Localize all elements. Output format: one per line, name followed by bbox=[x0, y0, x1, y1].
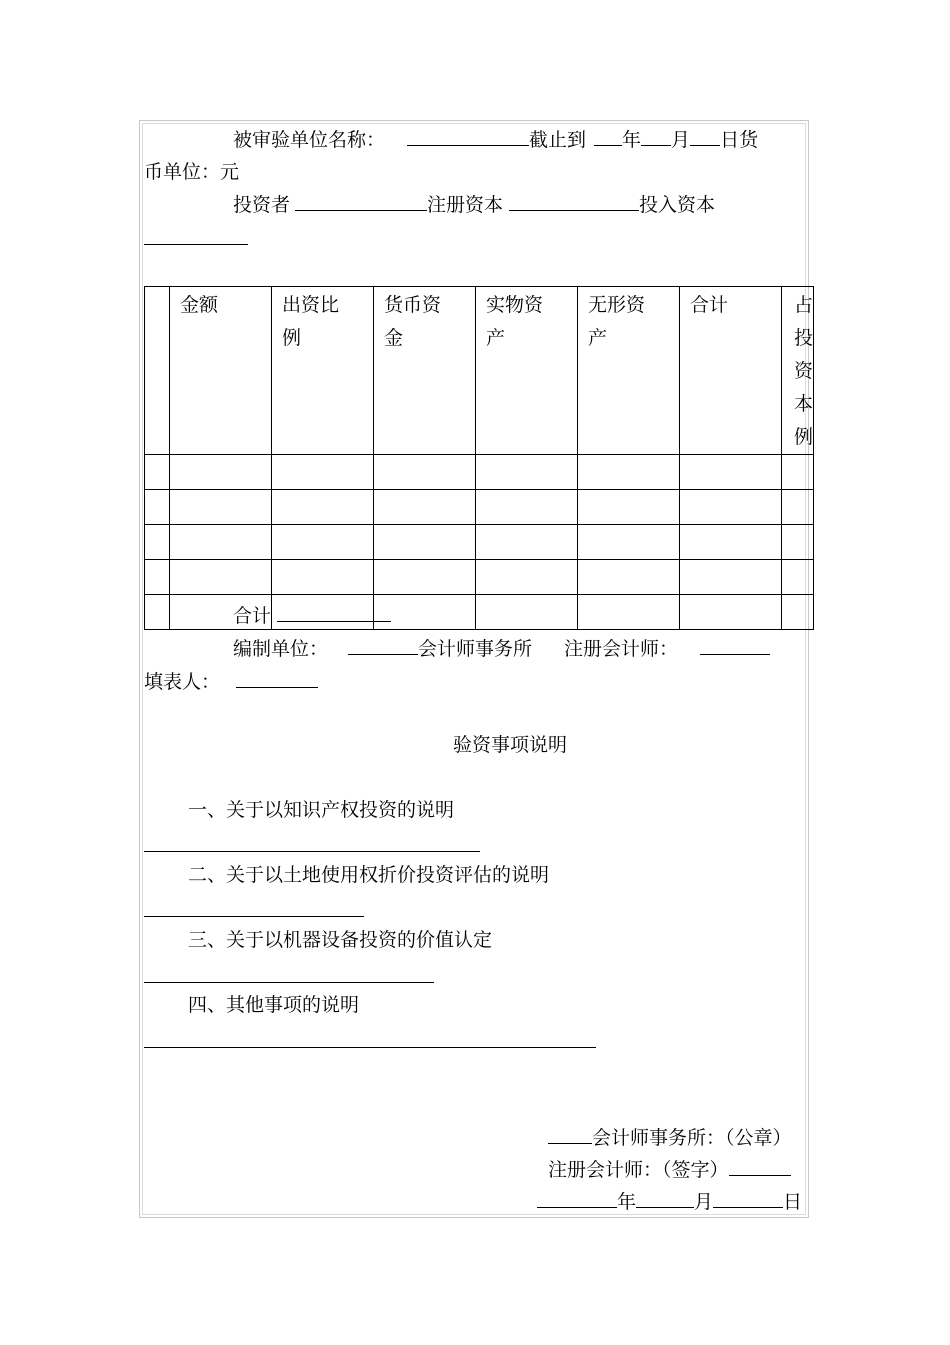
filler-blank[interactable] bbox=[236, 669, 318, 688]
day-currency-label: 日货 bbox=[720, 129, 759, 151]
note-item-2: 二、关于以土地使用权折价投资评估的说明 bbox=[188, 864, 550, 886]
note-1-blank[interactable] bbox=[144, 851, 480, 852]
table-cell[interactable] bbox=[578, 455, 680, 490]
registered-capital-label: 注册资本 bbox=[427, 194, 504, 216]
table-row bbox=[145, 560, 814, 595]
sign-day-label: 日 bbox=[783, 1191, 803, 1213]
signature-cpa-line bbox=[548, 1157, 791, 1182]
header-line-1 bbox=[233, 127, 758, 152]
firm-name-blank[interactable] bbox=[548, 1125, 592, 1144]
header-cell-cash: 货币资 金 bbox=[374, 287, 476, 455]
header-cell-amount: 金额 bbox=[170, 287, 272, 455]
unit-label: 被审验单位名称： bbox=[233, 129, 386, 151]
signature-date-line bbox=[537, 1189, 802, 1214]
investor-label: 投资者 bbox=[233, 194, 291, 216]
invested-capital-label: 投入资本 bbox=[639, 194, 716, 216]
sign-year-label: 年 bbox=[617, 1191, 637, 1213]
sign-year-blank[interactable] bbox=[537, 1189, 617, 1208]
header-cell-intangible: 无形资 产 bbox=[578, 287, 680, 455]
invested-capital-blank[interactable] bbox=[144, 244, 248, 245]
table-cell[interactable] bbox=[374, 490, 476, 525]
table-cell[interactable] bbox=[782, 595, 814, 630]
cutoff-label: 截止到 bbox=[529, 129, 587, 151]
firm-seal-label: 会计师事务所：（公章） bbox=[592, 1127, 792, 1149]
header-cell-ratio: 出资比 例 bbox=[272, 287, 374, 455]
header-cell-total: 合计 bbox=[680, 287, 782, 455]
total-line bbox=[233, 603, 391, 628]
table-cell[interactable] bbox=[782, 455, 814, 490]
table-cell[interactable] bbox=[374, 525, 476, 560]
table-cell[interactable] bbox=[374, 560, 476, 595]
table-cell[interactable] bbox=[680, 455, 782, 490]
firm-suffix: 会计师事务所 bbox=[418, 638, 533, 660]
table-header-row bbox=[145, 287, 814, 455]
table-row bbox=[145, 525, 814, 560]
cpa-sign-label: 注册会计师：（签字） bbox=[548, 1159, 729, 1181]
table-cell[interactable] bbox=[578, 595, 680, 630]
sign-month-blank[interactable] bbox=[636, 1189, 694, 1208]
filler-line bbox=[144, 669, 318, 694]
table-row bbox=[145, 490, 814, 525]
table-cell[interactable] bbox=[170, 455, 272, 490]
table-cell[interactable] bbox=[476, 490, 578, 525]
table-cell[interactable] bbox=[476, 525, 578, 560]
note-item-3: 三、关于以机器设备投资的价值认定 bbox=[188, 929, 493, 951]
table-cell[interactable] bbox=[272, 455, 374, 490]
table-cell[interactable] bbox=[476, 595, 578, 630]
table-cell[interactable] bbox=[578, 490, 680, 525]
table-cell[interactable] bbox=[578, 560, 680, 595]
prepared-by-blank[interactable] bbox=[348, 636, 418, 655]
table-cell[interactable] bbox=[374, 455, 476, 490]
table-cell[interactable] bbox=[578, 525, 680, 560]
day-blank[interactable] bbox=[690, 127, 720, 146]
year-blank[interactable] bbox=[594, 127, 622, 146]
table-cell[interactable] bbox=[145, 490, 170, 525]
table-cell[interactable] bbox=[782, 490, 814, 525]
month-label: 月 bbox=[671, 129, 691, 151]
table-cell[interactable] bbox=[145, 455, 170, 490]
header-cell-physical: 实物资 产 bbox=[476, 287, 578, 455]
registered-capital-blank[interactable] bbox=[509, 192, 639, 211]
table-cell[interactable] bbox=[145, 560, 170, 595]
note-2-blank[interactable] bbox=[144, 916, 364, 917]
total-blank[interactable] bbox=[277, 603, 391, 622]
note-item-1: 一、关于以知识产权投资的说明 bbox=[188, 799, 455, 821]
note-3-blank[interactable] bbox=[144, 982, 434, 983]
cpa-label: 注册会计师： bbox=[564, 638, 679, 660]
table-cell[interactable] bbox=[272, 490, 374, 525]
header-line-2 bbox=[233, 192, 715, 217]
table-cell[interactable] bbox=[782, 525, 814, 560]
note-item-4: 四、其他事项的说明 bbox=[188, 994, 360, 1016]
sign-month-label: 月 bbox=[694, 1191, 714, 1213]
prepared-by-line bbox=[233, 636, 770, 661]
table-cell[interactable] bbox=[680, 560, 782, 595]
header-cell-share: 占投 资本 例 bbox=[782, 287, 814, 455]
notes-title: 验资事项说明 bbox=[453, 734, 568, 756]
year-label: 年 bbox=[622, 129, 642, 151]
table-cell[interactable] bbox=[145, 525, 170, 560]
table-cell[interactable] bbox=[476, 455, 578, 490]
header-cell bbox=[145, 287, 170, 455]
table-cell[interactable] bbox=[476, 560, 578, 595]
table-cell[interactable] bbox=[680, 525, 782, 560]
table-cell[interactable] bbox=[170, 525, 272, 560]
table-cell[interactable] bbox=[170, 490, 272, 525]
total-label: 合计 bbox=[233, 605, 272, 627]
table-cell[interactable] bbox=[170, 560, 272, 595]
table-row bbox=[145, 455, 814, 490]
month-blank[interactable] bbox=[641, 127, 671, 146]
table-cell[interactable] bbox=[782, 560, 814, 595]
filler-label: 填表人： bbox=[144, 671, 221, 693]
note-4-blank[interactable] bbox=[144, 1047, 596, 1048]
unit-name-blank[interactable] bbox=[407, 127, 529, 146]
table-cell[interactable] bbox=[272, 525, 374, 560]
cpa-blank[interactable] bbox=[700, 636, 770, 655]
cpa-sign-blank[interactable] bbox=[729, 1157, 791, 1176]
investor-blank[interactable] bbox=[295, 192, 427, 211]
sign-day-blank[interactable] bbox=[713, 1189, 783, 1208]
table-cell[interactable] bbox=[145, 595, 170, 630]
table-cell[interactable] bbox=[680, 595, 782, 630]
signature-firm-line bbox=[548, 1125, 792, 1150]
prepared-by-label: 编制单位： bbox=[233, 638, 329, 660]
currency-unit: 币单位：元 bbox=[144, 161, 240, 183]
table-cell[interactable] bbox=[272, 560, 374, 595]
table-cell[interactable] bbox=[680, 490, 782, 525]
capital-table bbox=[144, 286, 814, 630]
